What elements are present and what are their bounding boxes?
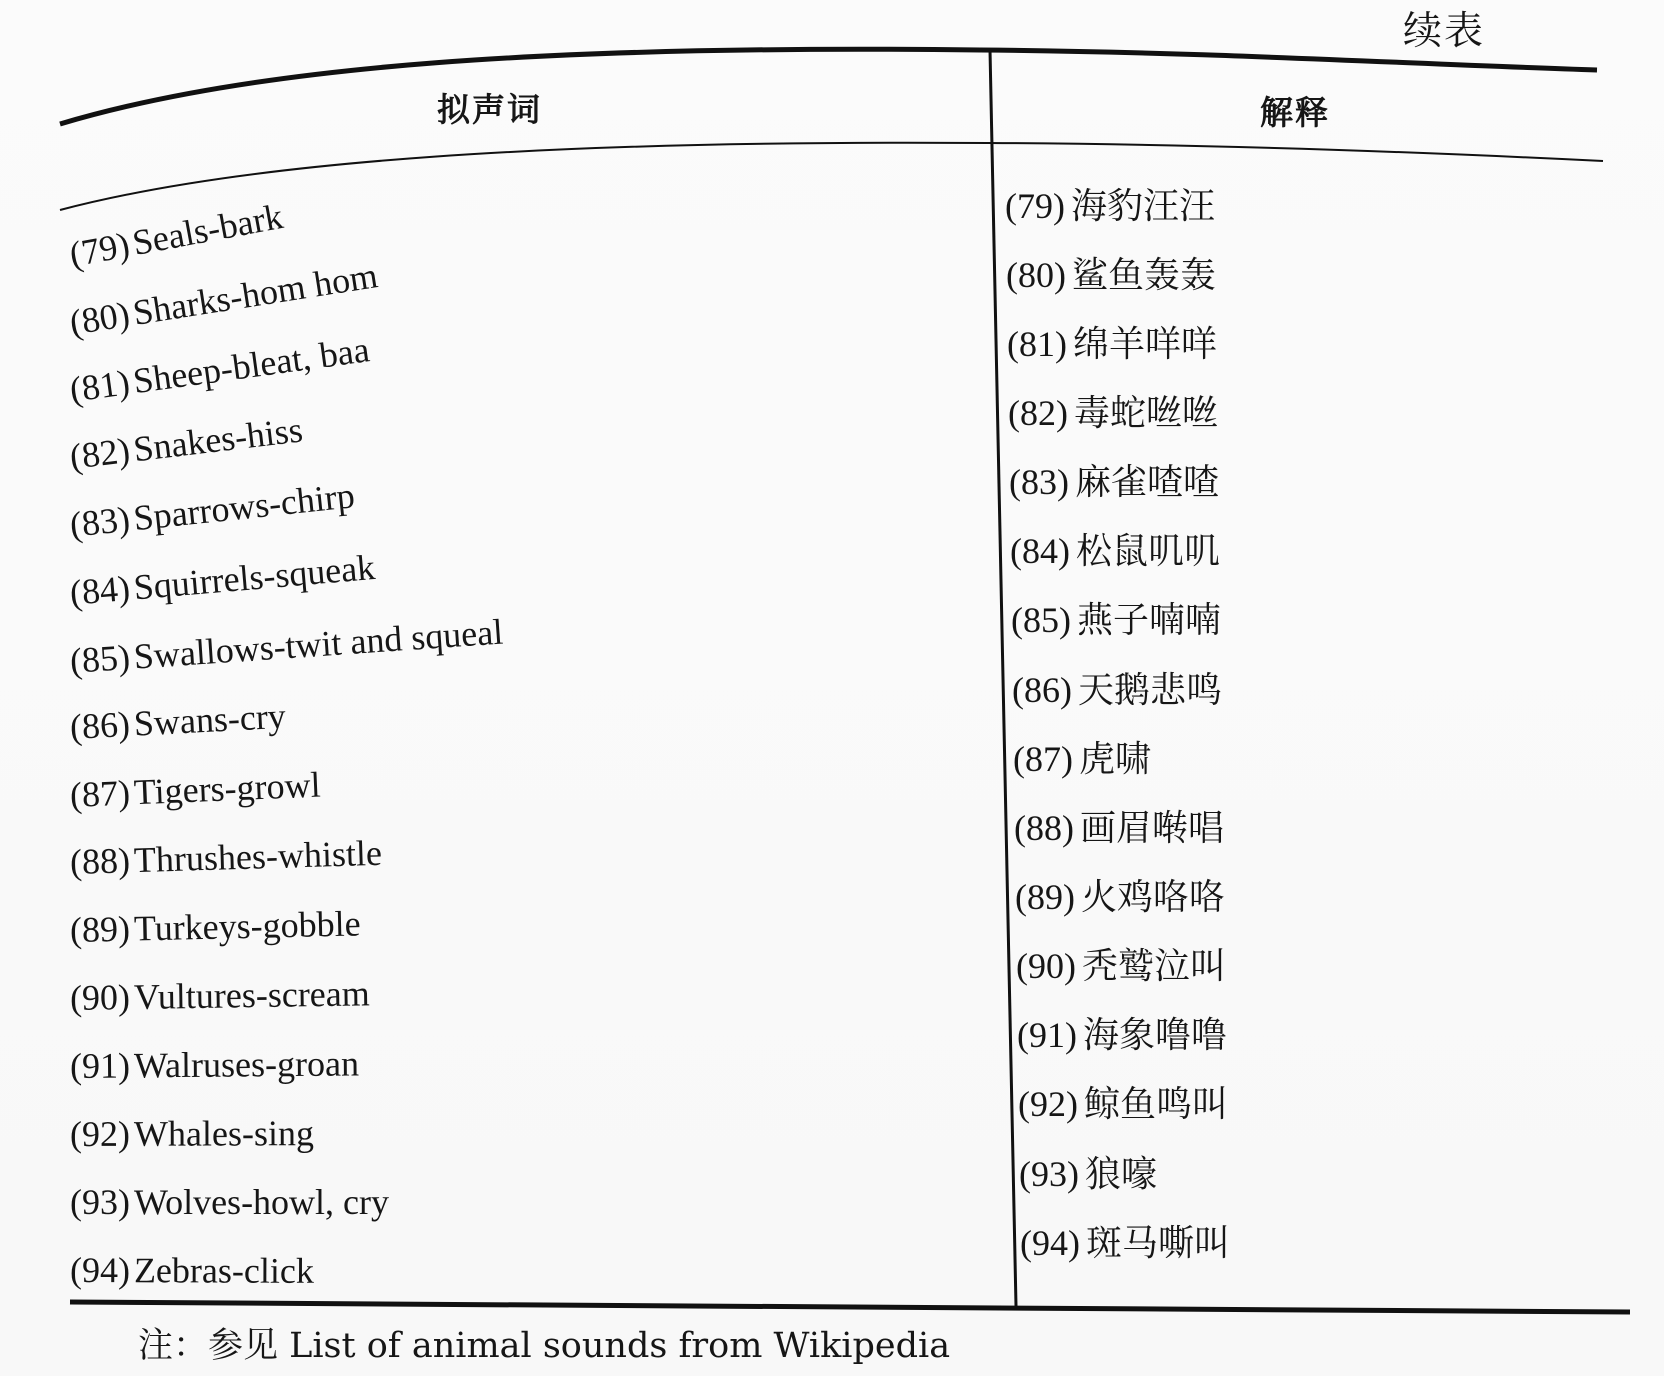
list-item: (86)Swans-cry [68, 695, 287, 747]
header-onomatopoeia: 拟声词 [437, 90, 542, 129]
list-item: (80)Sharks-hom hom [66, 255, 381, 343]
list-item: (85) 燕子喃喃 [1011, 600, 1221, 641]
list-item: (86) 天鹅悲鸣 [1012, 670, 1222, 711]
list-item: (79)Seals-bark [66, 195, 286, 275]
list-item: (91) Walruses-groan [69, 1043, 360, 1086]
list-item: (88)Thrushes-whistle [69, 832, 383, 882]
table-footnote: 注：参见 List of animal sounds from Wikipedia [138, 1326, 951, 1366]
list-item: (82) 毒蛇咝咝 [1008, 393, 1218, 434]
list-item: (94) Zebras-click [69, 1250, 314, 1291]
onomatopoeia-column [66, 180, 970, 1300]
list-item: (94) 斑马嘶叫 [1020, 1223, 1230, 1264]
list-item: (89)Turkeys-gobble [69, 903, 362, 950]
list-item: (89) 火鸡咯咯 [1015, 877, 1225, 918]
list-item: (93) 狼嚎 [1019, 1154, 1157, 1195]
list-item: (92) Whales-sing [69, 1113, 315, 1154]
list-item: (91) 海象噜噜 [1017, 1015, 1227, 1056]
list-item: (81)Sheep-bleat, baa [67, 329, 372, 410]
list-item: (80) 鲨鱼轰轰 [1006, 255, 1216, 296]
list-item: (85)Swallows-twit and squeal [68, 611, 505, 681]
list-item: (82)Snakes-hiss [67, 409, 305, 477]
list-item: (92) 鲸鱼鸣叫 [1018, 1084, 1228, 1125]
header-explanation: 解释 [1260, 93, 1330, 132]
list-item: (81) 绵羊咩咩 [1007, 324, 1217, 365]
list-item: (90) 秃鹫泣叫 [1016, 946, 1226, 987]
list-item: (87)Tigers-growl [69, 764, 322, 815]
continued-table-label: 续表 [1403, 9, 1486, 54]
list-item: (84)Squirrels-squeak [68, 546, 377, 613]
list-item: (87) 虎啸 [1013, 739, 1151, 780]
list-item: (90)Vultures-scream [69, 973, 371, 1018]
list-item: (88) 画眉啭唱 [1014, 808, 1224, 849]
explanation-column [1005, 176, 1625, 1306]
list-item: (93) Wolves-howl, cry [70, 1182, 390, 1222]
list-item: (83)Sparrows-chirp [67, 475, 357, 545]
list-item: (83) 麻雀喳喳 [1009, 462, 1219, 503]
list-item: (79) 海豹汪汪 [1005, 186, 1215, 227]
list-item: (84) 松鼠叽叽 [1010, 531, 1220, 572]
